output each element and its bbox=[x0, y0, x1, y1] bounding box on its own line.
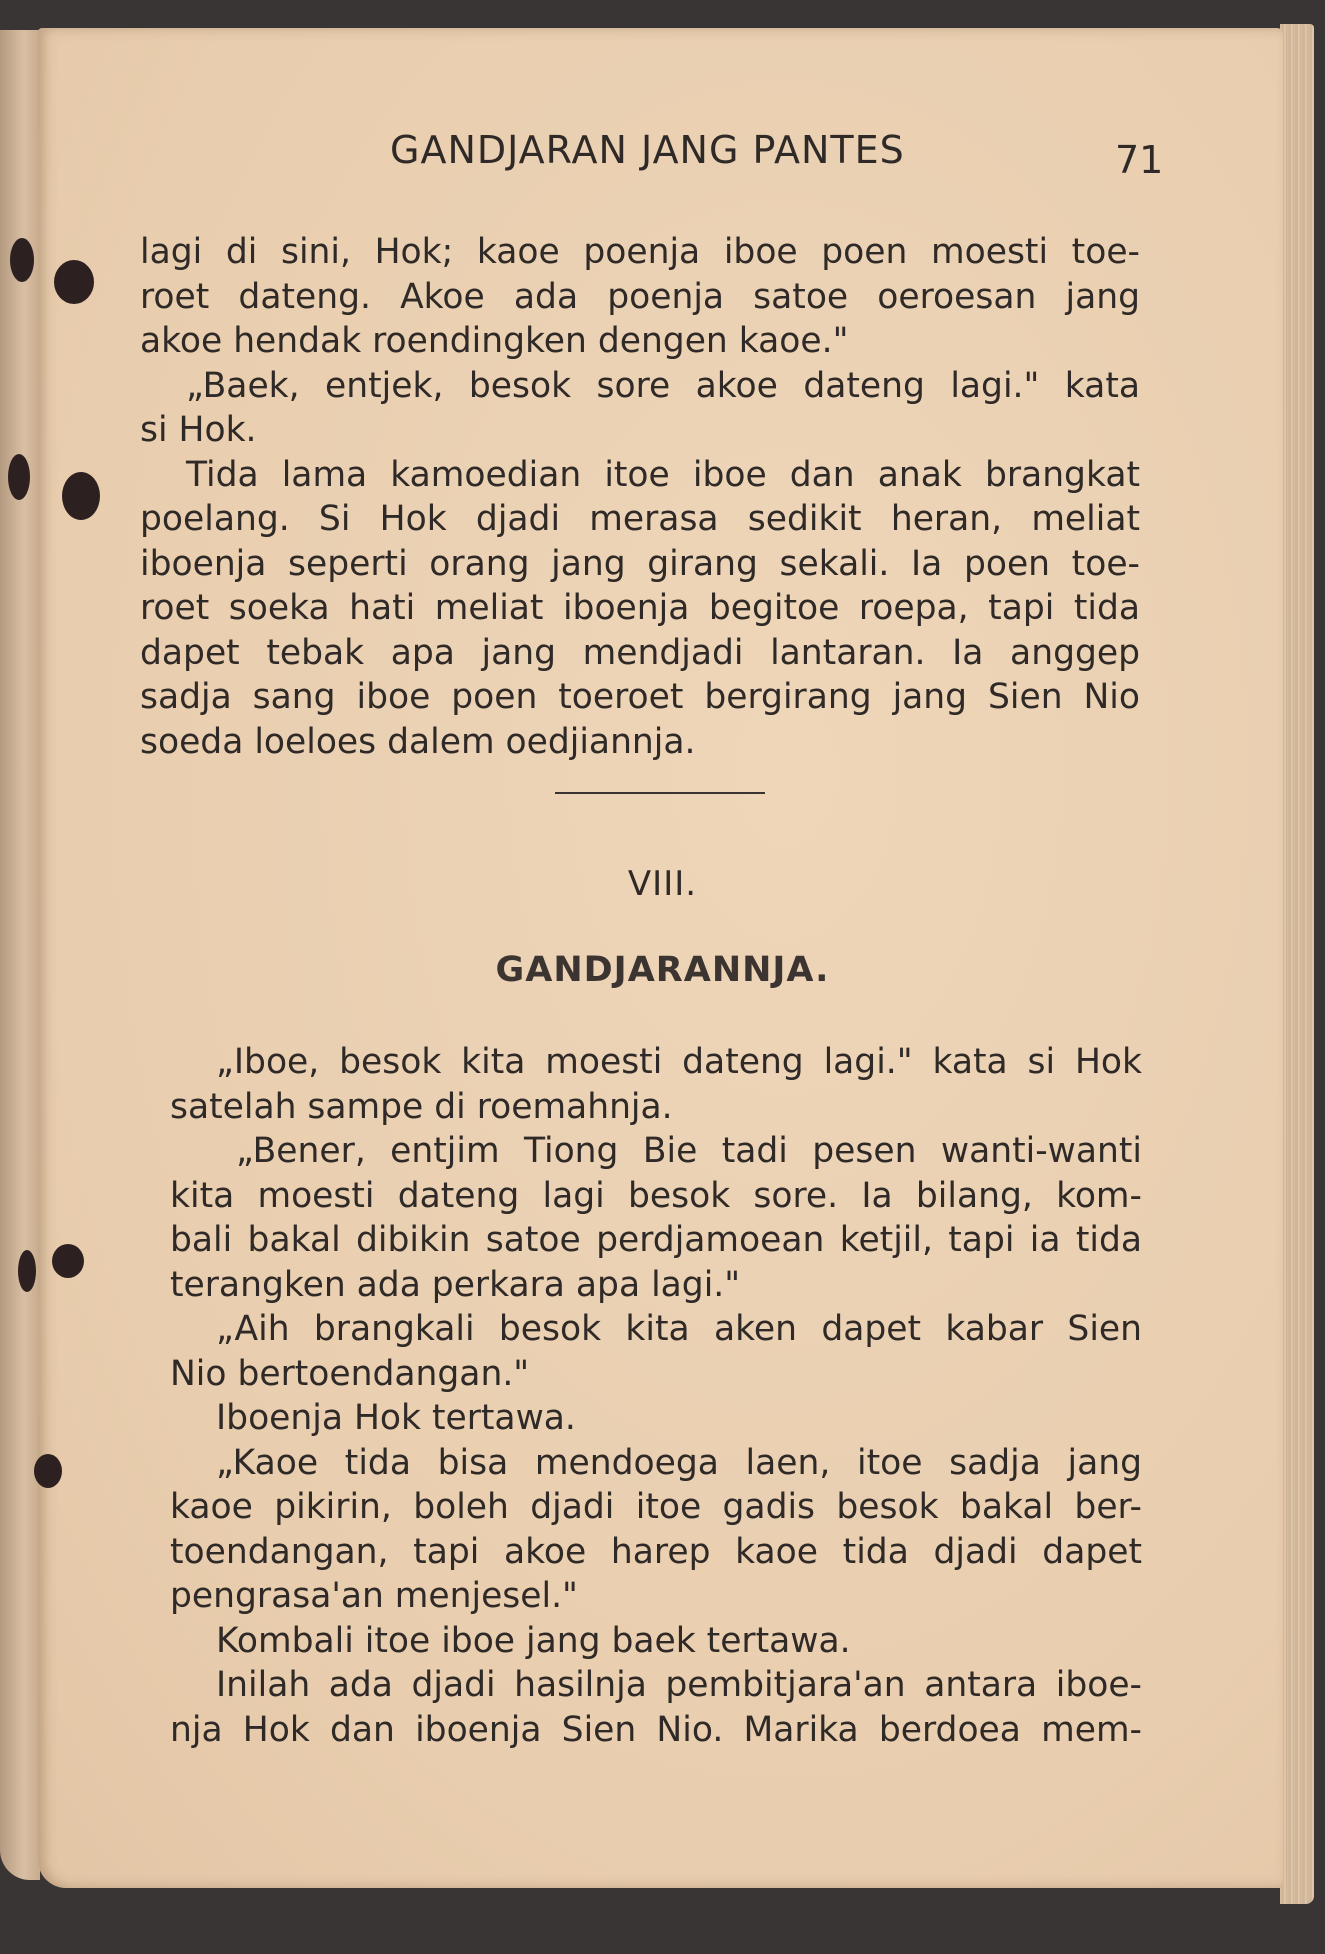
text-line: kaoe pikirin, boleh djadi itoe gadis besok bakal ber- bbox=[170, 1487, 1142, 1527]
text-line: „Bener, entjim Tiong Bie tadi pesen wanti-wanti bbox=[236, 1131, 1142, 1171]
text-line: „Iboe, besok kita moesti dateng lagi." kata si Hok bbox=[216, 1042, 1142, 1082]
running-head: GANDJARAN JANG PANTES bbox=[390, 128, 905, 172]
text-line: roet dateng. Akoe ada poenja satoe oeroesan jang bbox=[140, 276, 1140, 317]
text-line: iboenja seperti orang jang girang sekali. Ia poen toe- bbox=[140, 543, 1140, 584]
text-line: si Hok. bbox=[140, 410, 257, 450]
chapter-number: VIII. bbox=[627, 864, 698, 904]
text-line: „Kaoe tida bisa mendoega laen, itoe sadja jang bbox=[216, 1442, 1142, 1483]
text-line: Inilah ada djadi hasilnja pembitjara'an antara iboe- bbox=[216, 1665, 1142, 1705]
text-line: Iboenja Hok tertawa. bbox=[216, 1398, 576, 1438]
text-line: nja Hok dan iboenja Sien Nio. Marika berdoea mem- bbox=[170, 1709, 1142, 1750]
text-line: roet soeka hati meliat iboenja begitoe roepa, tapi tida bbox=[140, 588, 1140, 628]
bottom-paragraphs bbox=[170, 1040, 1142, 1752]
text-line: bali bakal dibikin satoe perdjamoean ketjil, tapi ia tida bbox=[170, 1220, 1142, 1260]
text-line: Nio bertoendangan." bbox=[170, 1353, 530, 1394]
text-line: Kombali itoe iboe jang baek tertawa. bbox=[216, 1620, 851, 1661]
text-line: pengrasa'an menjesel." bbox=[170, 1576, 578, 1616]
text-line: „Aih brangkali besok kita aken dapet kabar Sien bbox=[216, 1309, 1142, 1349]
section-divider bbox=[555, 792, 765, 794]
text-line: poelang. Si Hok djadi merasa sedikit heran, meliat bbox=[140, 499, 1140, 539]
text-line: toendangan, tapi akoe harep kaoe tida djadi dapet bbox=[170, 1531, 1142, 1572]
text-line: akoe hendak roendingken dengen kaoe." bbox=[140, 321, 849, 361]
text-line: soeda loeloes dalem oedjiannja. bbox=[140, 721, 696, 762]
text-line: terangken ada perkara apa lagi." bbox=[170, 1264, 741, 1305]
text-line: Tida lama kamoedian itoe iboe dan anak brangkat bbox=[186, 454, 1140, 495]
text-line: kita moesti dateng lagi besok sore. Ia bilang, kom- bbox=[170, 1175, 1142, 1216]
text-line: satelah sampe di roemahnja. bbox=[170, 1086, 673, 1127]
page-number: 71 bbox=[1115, 138, 1164, 182]
text-line: lagi di sini, Hok; kaoe poenja iboe poen moesti toe- bbox=[140, 232, 1140, 272]
chapter-title: GANDJARANNJA. bbox=[495, 950, 830, 990]
top-paragraphs bbox=[140, 230, 1140, 764]
text-line: „Baek, entjek, besok sore akoe dateng lagi." kata bbox=[186, 365, 1140, 406]
text-line: sadja sang iboe poen toeroet bergirang jang Sien Nio bbox=[140, 677, 1140, 717]
text-line: dapet tebak apa jang mendjadi lantaran. Ia anggep bbox=[140, 632, 1140, 673]
